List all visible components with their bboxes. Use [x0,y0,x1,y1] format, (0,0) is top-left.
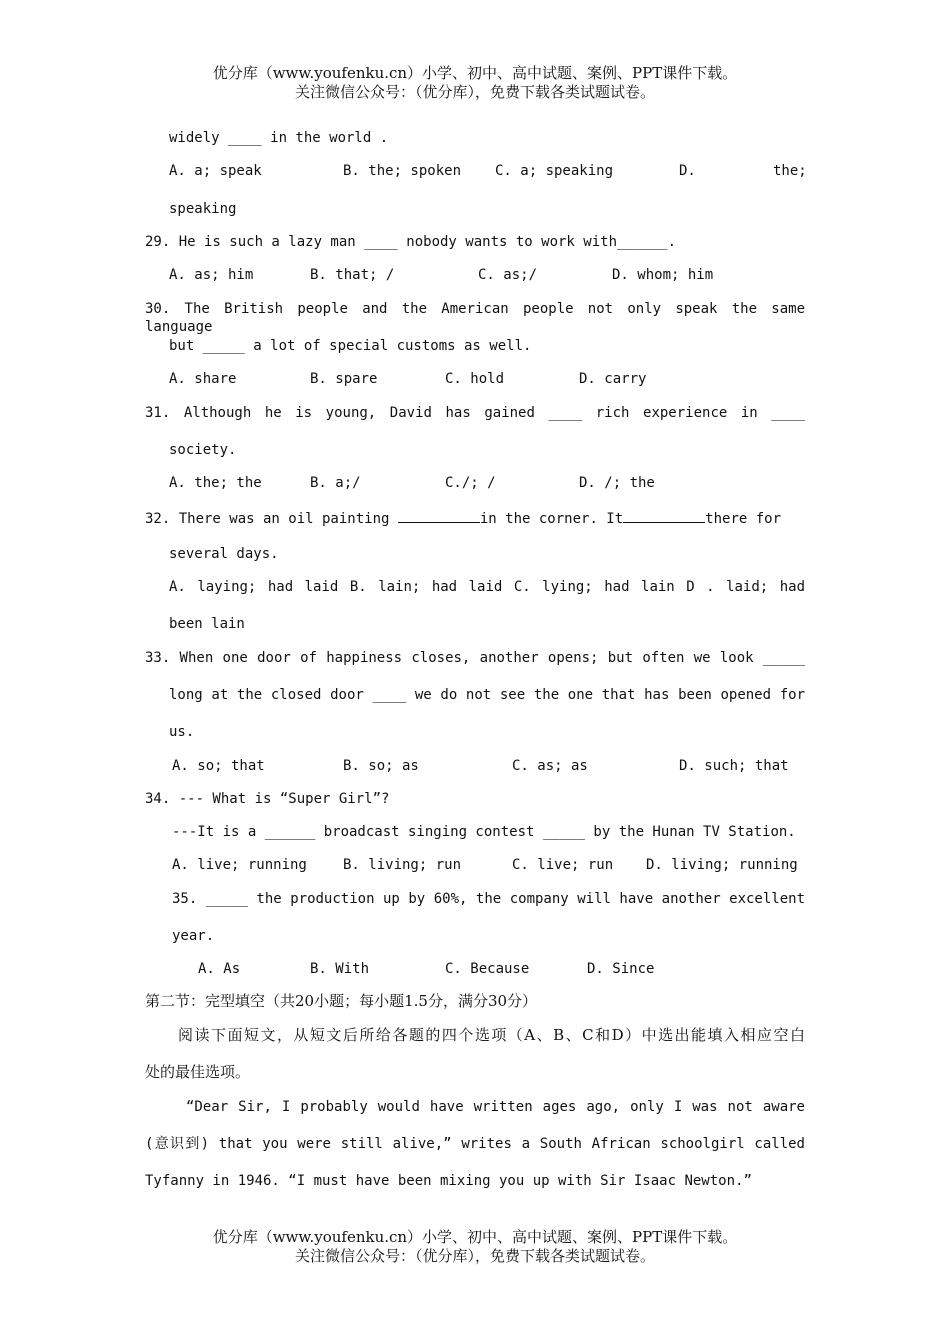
q34-option-b: B. living; run [343,857,462,873]
q29-option-d: D. whom; him [612,267,714,283]
q35-option-c: C. Because [445,961,530,977]
q33-stem-line-1: 33. When one door of happiness closes, another opens; but often we look _____ [145,650,805,666]
q34-option-d: D. living; running [646,857,798,873]
q28-option-c: C. a; speaking [495,163,614,179]
q30-stem-line-1: 30. The British people and the American people not only speak the same language [145,301,805,335]
q28-option-d-wrap: speaking [169,201,237,217]
q31-option-a: A. the; the [169,475,262,491]
page-header [0,64,950,102]
q33-stem-line-3: us. [169,724,195,740]
q29-stem: 29. He is such a lazy man ____ nobody wants to work with______. [145,234,677,250]
q34-option-a: A. live; running [172,857,307,873]
q32-stem-part-3: there for [705,511,782,527]
q30-option-b: B. spare [310,371,378,387]
header-line-2: 关注微信公众号：（优分库），免费下载各类试题试卷。 [294,83,655,101]
q32-options-line-2: been lain [169,616,245,632]
q33-option-c: C. as; as [512,758,588,774]
q33-stem-line-2: long at the closed door ____ we do not see the one that has been opened for [169,687,805,703]
q33-option-a: A. so; that [172,758,265,774]
q34-option-c: C. live; run [512,857,614,873]
q29-option-c: C. as;/ [478,267,538,283]
section-2-instructions-line-1: 阅读下面短文，从短文后所给各题的四个选项（A、B、C和D）中选出能填入相应空白 [178,1026,805,1044]
footer-line-1: 优分库（www.youfenku.cn）小学、初中、高中试题、案例、PPT课件下载。 [212,1228,738,1246]
q35-stem-line-2: year. [172,928,215,944]
passage-line-3: Tyfanny in 1946. “I must have been mixing you up with Sir Isaac Newton.” [145,1173,752,1189]
q34-stem-line-1: 34. --- What is “Super Girl”? [145,791,390,807]
q32-blank-2 [623,508,705,523]
q31-stem-line-1: 31. Although he is young, David has gained ____ rich experience in ____ [145,405,805,421]
q30-option-a: A. share [169,371,237,387]
section-2-instructions-line-2: 处的最佳选项。 [145,1063,251,1081]
passage-line-2: (意识到) that you were still alive,” writes a South African schoolgirl called [145,1136,805,1152]
q30-stem-line-2: but _____ a lot of special customs as well. [169,338,532,354]
section-2-title: 第二节：完型填空（共20小题；每小题1.5分，满分30分） [145,992,538,1010]
q33-option-b: B. so; as [343,758,419,774]
page-footer [0,1228,950,1266]
q29-option-b: B. that; / [310,267,395,283]
q30-option-d: D. carry [579,371,647,387]
q31-option-c: C./; / [445,475,496,491]
q28-stem-continuation: widely ____ in the world . [169,130,389,146]
q32-stem-line-2: several days. [169,546,279,562]
q31-option-b: B. a;/ [310,475,361,491]
q32-stem-part-1: 32. There was an oil painting [145,511,390,527]
q31-option-d: D. /; the [579,475,655,491]
q34-stem-line-2: ---It is a ______ broadcast singing contest _____ by the Hunan TV Station. [172,824,796,840]
passage-line-1: “Dear Sir, I probably would have written ages ago, only I was not aware [186,1099,805,1115]
q35-option-b: B. With [310,961,370,977]
header-line-1: 优分库（www.youfenku.cn）小学、初中、高中试题、案例、PPT课件下载。 [212,64,738,82]
q32-stem-part-2: in the corner. It [479,511,624,527]
q30-option-c: C. hold [445,371,505,387]
q28-option-b: B. the; spoken [343,163,462,179]
q33-option-d: D. such; that [679,758,789,774]
q28-option-d-text: the; [773,163,807,179]
footer-line-2: 关注微信公众号：（优分库），免费下载各类试题试卷。 [294,1247,655,1265]
q32-options-line-1: A. laying; had laid B. lain; had laid C. lying; had lain D . laid; had [169,579,805,595]
q29-option-a: A. as; him [169,267,254,283]
q35-option-d: D. Since [587,961,655,977]
q32-stem-line-1 [145,508,805,528]
q35-option-a: A. As [198,961,241,977]
q35-stem-line-1: 35. _____ the production up by 60%, the company will have another excellent [172,891,805,907]
q28-option-d-label: D. [679,163,696,179]
q28-option-a: A. a; speak [169,163,262,179]
q32-blank-1 [398,508,480,523]
q31-stem-line-2: society. [169,442,237,458]
